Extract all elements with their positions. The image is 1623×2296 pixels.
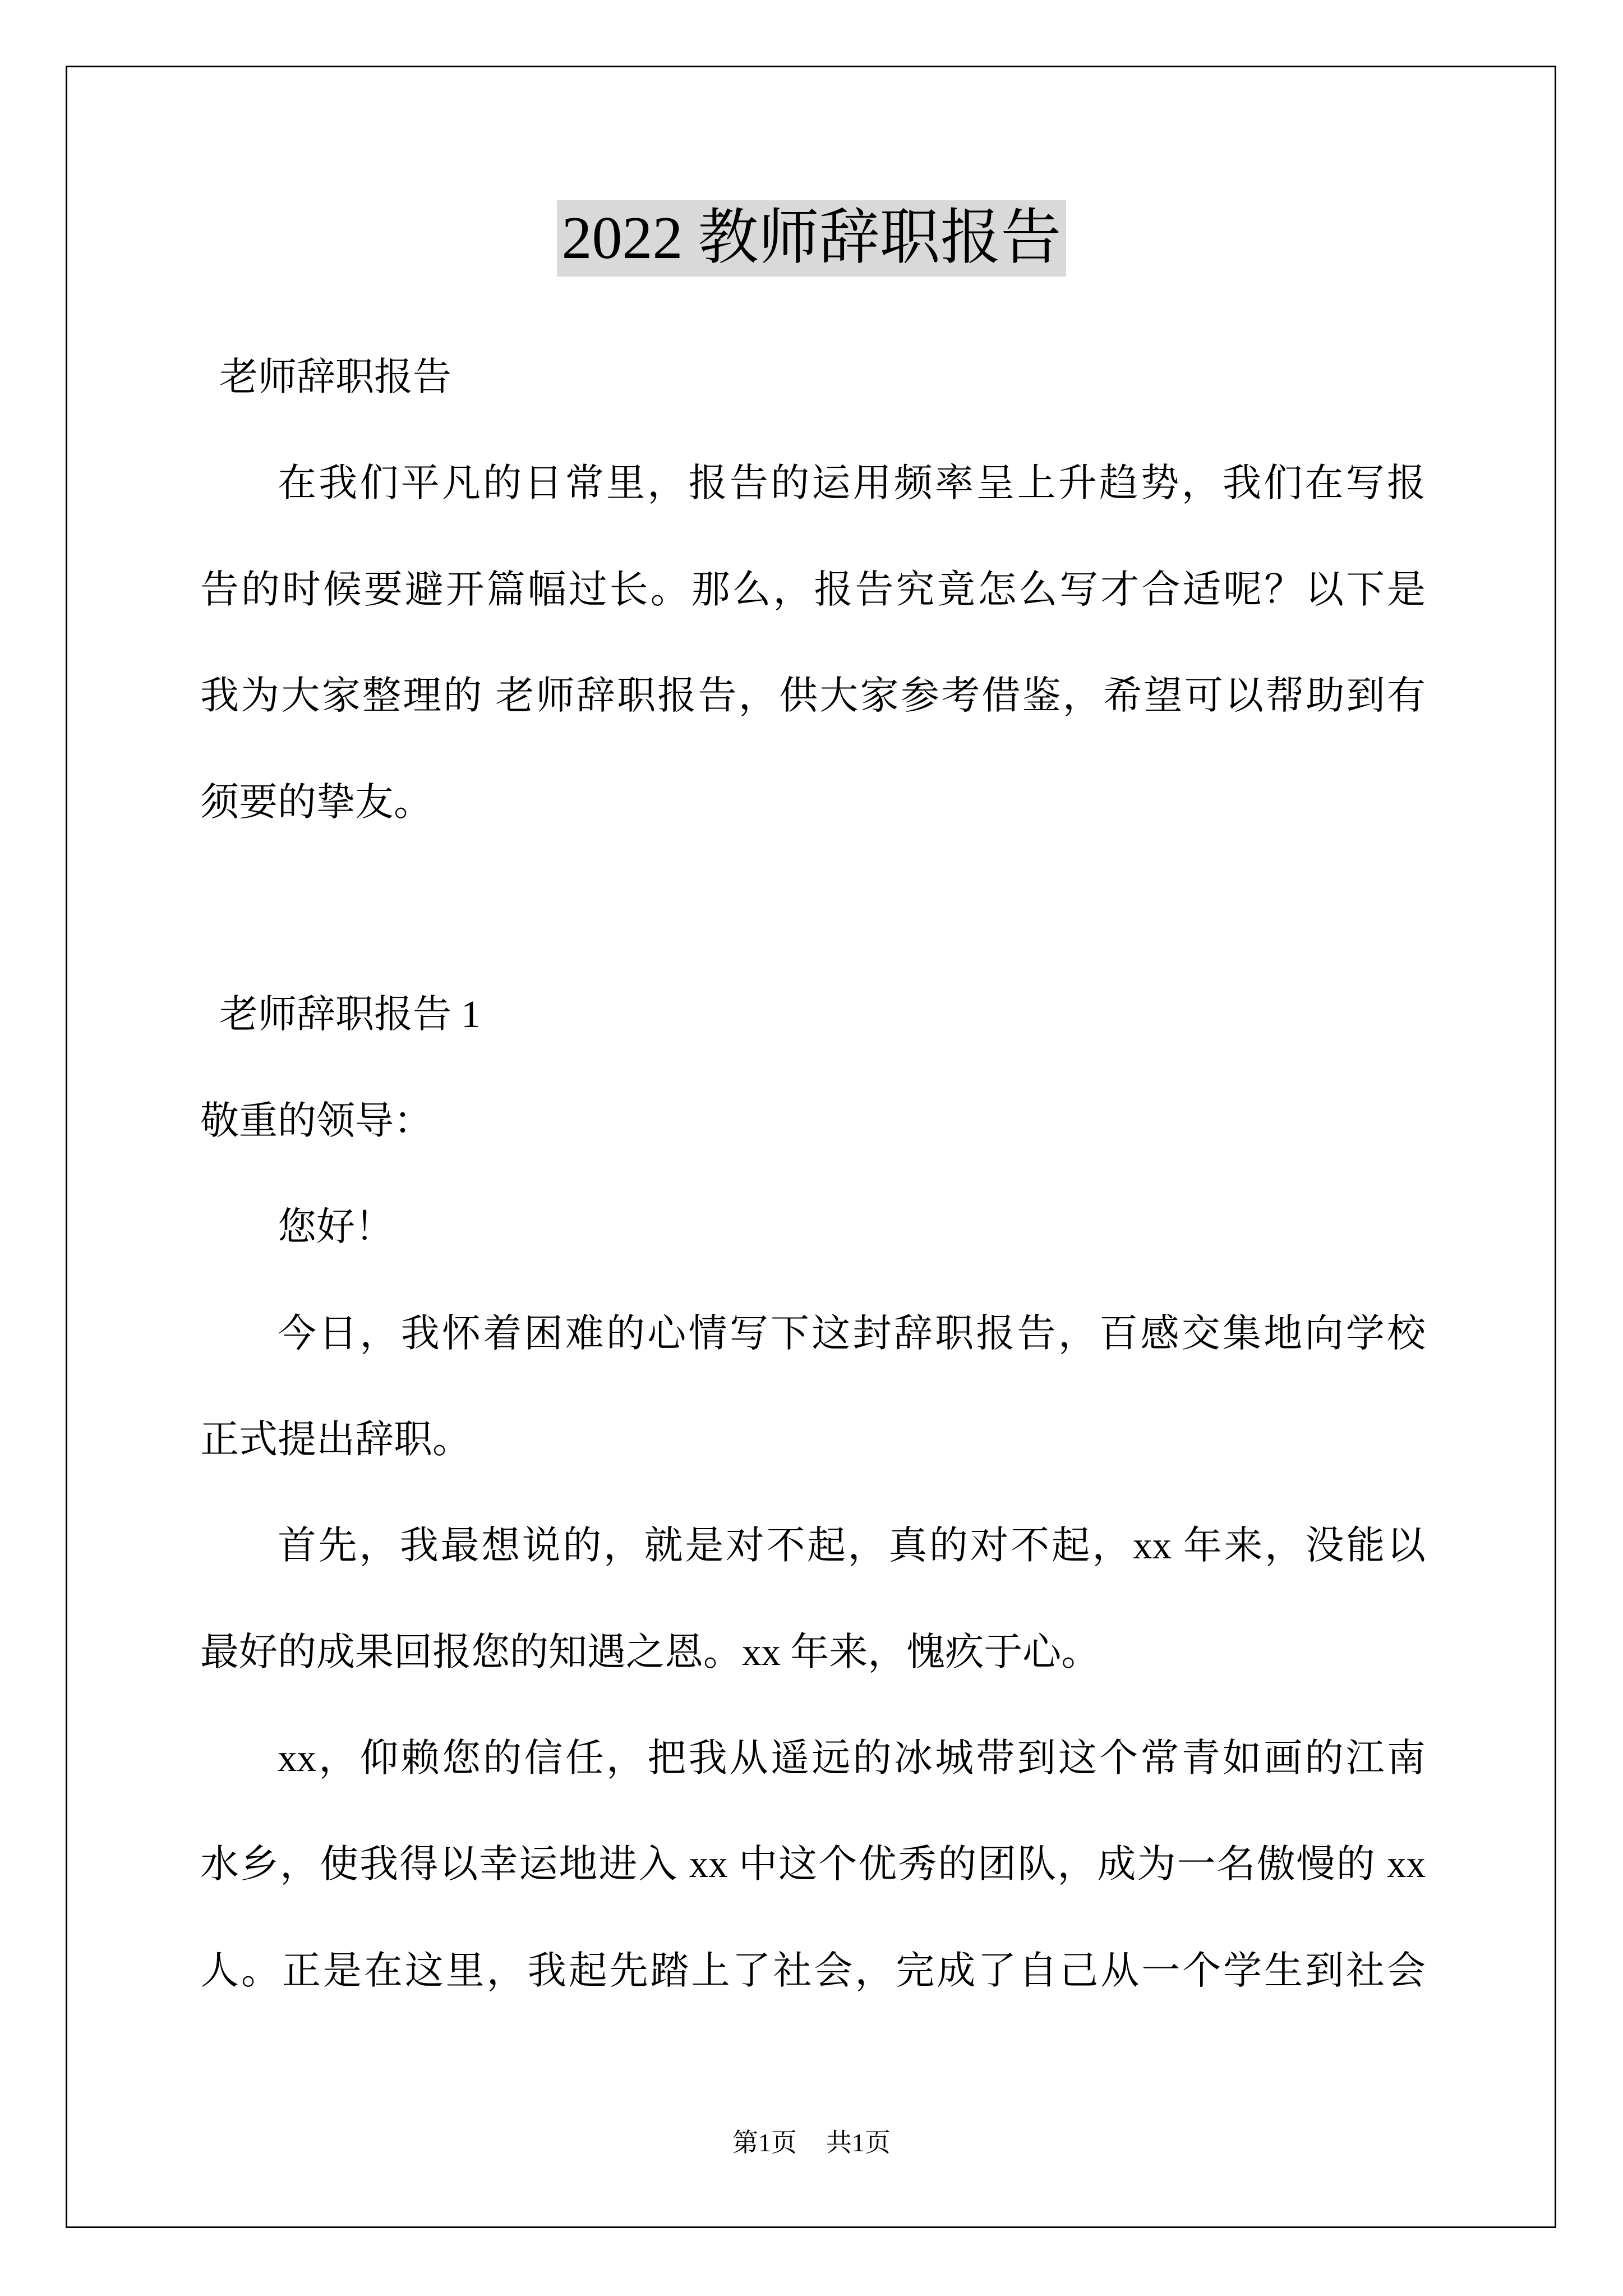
paragraph-line: 正式提出辞职。 [200,1418,471,1461]
intro-line: 在我们平凡的日常里，报告的运用频率呈上升趋势，我们在写报 [278,462,1426,505]
page-footer [0,2126,1623,2160]
paragraph-line: xx，仰赖您的信任，把我从遥远的冰城带到这个常青如画的江南 [278,1737,1426,1780]
paragraph-line: 最好的成果回报您的知遇之恩。xx 年来，愧疚于心。 [200,1630,1100,1673]
title-block [0,200,1623,277]
greeting: 您好！ [278,1205,394,1249]
paragraph-line: 今日，我怀着困难的心情写下这封辞职报告，百感交集地向学校 [278,1312,1426,1355]
paragraph-line: 首先，我最想说的，就是对不起，真的对不起，xx 年来，没能以 [278,1524,1426,1567]
page-number: 第1页 [732,2128,797,2157]
body-paragraph [200,1281,1426,1493]
intro-line: 我为大家整理的 老师辞职报告，供大家参考借鉴，希望可以帮助到有 [200,674,1426,717]
paragraph-line: 水乡，使我得以幸运地进入 xx 中这个优秀的团队，成为一名傲慢的 xx [200,1843,1426,1886]
intro-line: 须要的挚友。 [200,780,432,823]
document-body [200,324,1426,2024]
intro-paragraph [200,430,1426,855]
document-subtitle: 老师辞职报告 [219,356,451,398]
page-total: 共1页 [826,2128,891,2157]
intro-line: 告的时候要避开篇幅过长。那么，报告究竟怎么写才合适呢？以下是 [200,568,1426,611]
blank-line [200,855,1426,961]
paragraph-line: 人。正是在这里，我起先踏上了社会，完成了自己从一个学生到社会 [200,1949,1426,1992]
document-title: 2022 教师辞职报告 [557,200,1066,277]
salutation: 敬重的领导： [200,1099,432,1142]
body-paragraph [200,1493,1426,1705]
section-heading: 老师辞职报告 1 [219,993,481,1036]
body-paragraph [200,1705,1426,2024]
